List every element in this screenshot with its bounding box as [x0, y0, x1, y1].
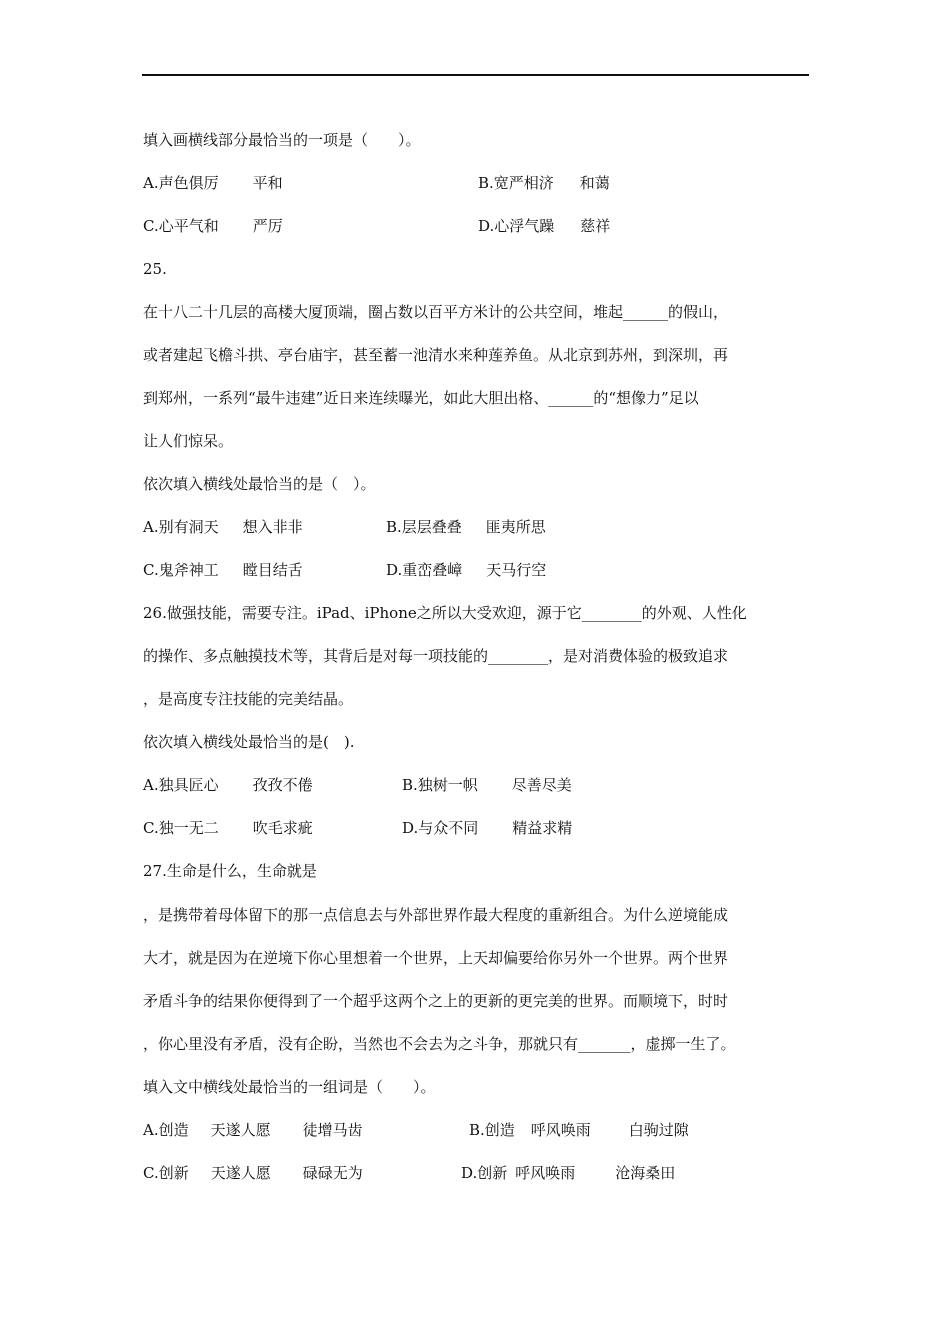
- q27-option-a: A.创造 天遂人愿 徒增马齿: [143, 1121, 363, 1139]
- q26-option-b: B.独树一帜 尽善尽美: [402, 776, 572, 794]
- q25-passage-line: 或者建起飞檐斗拱、亭台庙宇，甚至蓄一池清水来种莲养鱼。从北京到苏州，到深圳，再: [143, 346, 729, 364]
- q24-option-d: D.心浮气躁 慈祥: [478, 217, 611, 235]
- q27-option-d: D.创新 呼风唤雨 沧海桑田: [461, 1164, 676, 1182]
- q24-option-a: A.声色俱厉 平和: [143, 174, 283, 192]
- q24-option-c: C.心平气和 严厉: [143, 217, 283, 235]
- q26-passage-line: 的操作、多点触摸技术等，其背后是对每一项技能的________，是对消费体验的极致追求: [143, 647, 729, 665]
- q25-number: 25.: [143, 260, 167, 278]
- q25-passage-line: 让人们惊呆。: [143, 432, 234, 450]
- q25-option-b: B.层层叠叠 匪夷所思: [386, 518, 546, 536]
- q24-option-b: B.宽严相济 和蔼: [478, 174, 610, 192]
- q27-option-c: C.创新 天遂人愿 碌碌无为: [143, 1164, 363, 1182]
- q27-passage-line: ，你心里没有矛盾，没有企盼，当然也不会去为之斗争，那就只有_______，虚掷一生了。: [143, 1035, 736, 1053]
- q27-passage-line: 矛盾斗争的结果你便得到了一个超乎这两个之上的更新的更完美的世界。而顺境下，时时: [143, 992, 729, 1010]
- q26-option-d: D.与众不同 精益求精: [402, 819, 573, 837]
- q27-passage-line: 27.生命是什么，生命就是: [143, 862, 317, 880]
- q27-option-b: B.创造 呼风唤雨 白驹过隙: [469, 1121, 689, 1139]
- q26-passage-line: 26.做强技能，需要专注。iPad、iPhone之所以大受欢迎，源于它________的外观、人性化: [143, 604, 747, 622]
- q25-stem: 依次填入横线处最恰当的是（ ）。: [143, 475, 376, 493]
- q26-passage-line: ，是高度专注技能的完美结晶。: [143, 690, 354, 708]
- q26-option-c: C.独一无二 吹毛求疵: [143, 819, 313, 837]
- q26-option-a: A.独具匠心 孜孜不倦: [143, 776, 313, 794]
- q27-stem: 填入文中横线处最恰当的一组词是（ ）。: [143, 1078, 436, 1096]
- header-rule: [142, 74, 809, 76]
- q25-option-a: A.别有洞天 想入非非: [143, 518, 303, 536]
- q25-option-c: C.鬼斧神工 瞠目结舌: [143, 561, 303, 579]
- q25-passage-line: 到郑州，一系列“最牛违建”近日来连续曝光，如此大胆出格、______的“想像力”足以: [143, 389, 699, 407]
- q26-stem: 依次填入横线处最恰当的是( ).: [143, 733, 355, 751]
- q25-passage-line: 在十八二十几层的高楼大厦顶端，圈占数以百平方米计的公共空间，堆起______的假山，: [143, 303, 729, 321]
- q24-stem: 填入画横线部分最恰当的一项是（ ）。: [143, 131, 421, 149]
- q25-option-d: D.重峦叠嶂 天马行空: [386, 561, 547, 579]
- q27-passage-line: 大才，就是因为在逆境下你心里想着一个世界，上天却偏要给你另外一个世界。两个世界: [143, 949, 729, 967]
- q27-passage-line: ，是携带着母体留下的那一点信息去与外部世界作最大程度的重新组合。为什么逆境能成: [143, 906, 729, 924]
